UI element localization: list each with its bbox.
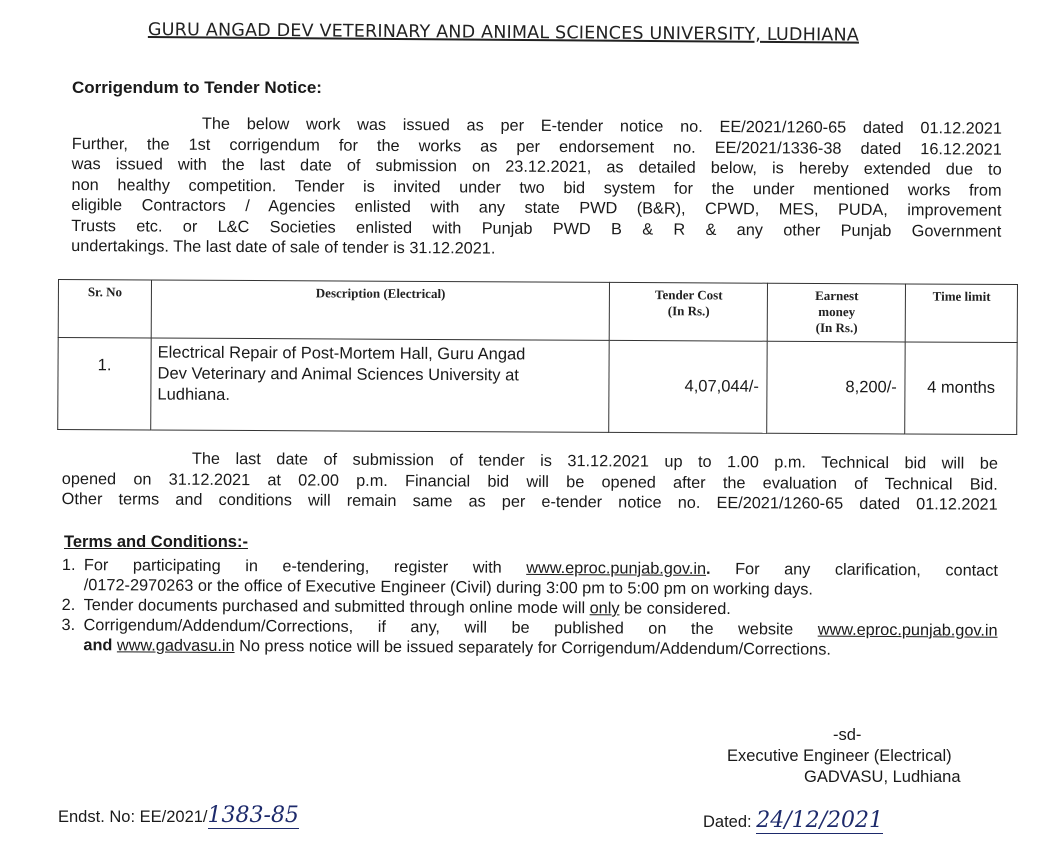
header-time-limit: Time limit xyxy=(906,284,1018,343)
university-title: GURU ANGAD DEV VETERINARY AND ANIMAL SCIENCES UNIVERSITY, LUDHIANA xyxy=(147,20,860,46)
endorsement-handwritten: 1383-85 xyxy=(207,803,299,828)
table-header-row xyxy=(58,280,1017,343)
terms-text: . xyxy=(705,559,711,578)
intro-line: non healthy competition. Tender is invited under two bid system for the under mentioned works from xyxy=(71,175,1002,200)
endorsement-number xyxy=(58,803,299,828)
signature-organisation: GADVASU, Ludhiana xyxy=(804,768,961,786)
signature-designation: Executive Engineer (Electrical) xyxy=(727,747,952,765)
cell-description xyxy=(151,338,610,432)
eproc-link[interactable]: www.eproc.punjab.gov.in xyxy=(817,620,998,640)
header-earnest-money xyxy=(768,283,906,342)
header-sr-no: Sr. No xyxy=(58,280,151,338)
header-tender-cost-line: (In Rs.) xyxy=(667,303,710,319)
intro-line: was issued with the last date of submission on 23.12.2021, as detailed below, is hereby extended due to xyxy=(71,154,1002,179)
intro-line: Further, the 1st corrigendum for the works as per endorsement no. EE/2021/1336-38 dated 16.12.2021 xyxy=(71,134,1002,159)
terms-text: Corrigendum/Addendum/Corrections, if any, will be published on the website xyxy=(83,616,818,639)
dated-handwritten: 24/12/2021 xyxy=(756,808,884,833)
header-tender-cost xyxy=(610,282,768,341)
submission-line: The last date of submission of tender is 31.12.2021 up to 1.00 p.m. Technical bid will be xyxy=(191,449,998,473)
terms-item-text: /0172-2970263 or the office of Executive Engineer (Civil) during 3:00 pm to 5:00 pm on working days. xyxy=(83,576,814,599)
endorsement-label: Endst. No: EE/2021/ xyxy=(58,808,208,826)
terms-item-number: 2. xyxy=(61,595,76,615)
dated-label: Dated: xyxy=(703,813,757,831)
intro-line: The below work was issued as per E-tender notice no. EE/2021/1260-65 dated 01.12.2021 xyxy=(201,114,1002,138)
intro-line: undertakings. The last date of sale of tender is 31.12.2021. xyxy=(71,236,496,258)
tender-table xyxy=(57,279,1018,435)
notice-subject: Corrigendum to Tender Notice: xyxy=(72,78,322,97)
header-tender-cost-line: Tender Cost xyxy=(654,287,723,303)
intro-line: Trusts etc. or L&C Societies enlisted with Punjab PWD B & R & any other Punjab Government xyxy=(71,216,1002,241)
gadvasu-link[interactable]: www.gadvasu.in xyxy=(116,636,235,656)
terms-heading: Terms and Conditions:- xyxy=(64,533,248,551)
description-line: Electrical Repair of Post-Mortem Hall, Guru Angad xyxy=(157,343,526,364)
submission-line: Other terms and conditions will remain same as per e-tender notice no. EE/2021/1260-65 dated 01.12.2021 xyxy=(61,489,998,514)
terms-item-text xyxy=(83,635,997,661)
cell-tender-cost: 4,07,044/- xyxy=(609,340,768,433)
cell-time-limit: 4 months xyxy=(905,342,1017,435)
signature-block xyxy=(700,725,1000,788)
header-earnest-line: (In Rs.) xyxy=(815,319,858,336)
description-line: Dev Veterinary and Animal Sciences University at xyxy=(157,364,519,385)
terms-text: Tender documents purchased and submitted through online mode will xyxy=(83,596,590,618)
cell-earnest-money: 8,200/- xyxy=(767,341,905,434)
table-row xyxy=(58,338,1017,435)
terms-text: No press notice will be issued separately for Corrigendum/Addendum/Corrections. xyxy=(234,637,831,659)
submission-paragraph xyxy=(62,448,998,515)
header-earnest-line: Earnest xyxy=(815,287,859,304)
terms-item-number: 3. xyxy=(61,615,76,635)
submission-line: opened on 31.12.2021 at 02.00 p.m. Financial bid will be opened after the evaluation of Technical Bid. xyxy=(61,469,998,494)
terms-text: and xyxy=(83,636,113,655)
description-line: Ludhiana. xyxy=(157,385,230,404)
intro-line: eligible Contractors / Agencies enlisted with any state PWD (B&R), CPWD, MES, PUDA, improvement xyxy=(71,195,1002,220)
terms-text-underlined: only xyxy=(589,599,620,618)
terms-list xyxy=(61,555,998,661)
intro-paragraph xyxy=(71,113,1002,262)
terms-text: be considered. xyxy=(619,599,731,619)
terms-text: For any clarification, contact xyxy=(710,559,998,580)
terms-item-number: 1. xyxy=(61,556,76,575)
cell-sr-no: 1. xyxy=(58,338,152,430)
signature-sd: -sd- xyxy=(833,726,862,744)
header-description: Description (Electrical) xyxy=(151,280,610,340)
terms-text: For participating in e-tendering, register with xyxy=(83,556,527,577)
eproc-link[interactable]: www.eproc.punjab.gov.in xyxy=(526,558,707,578)
header-earnest-line: money xyxy=(818,303,856,320)
dated-field xyxy=(703,808,883,833)
